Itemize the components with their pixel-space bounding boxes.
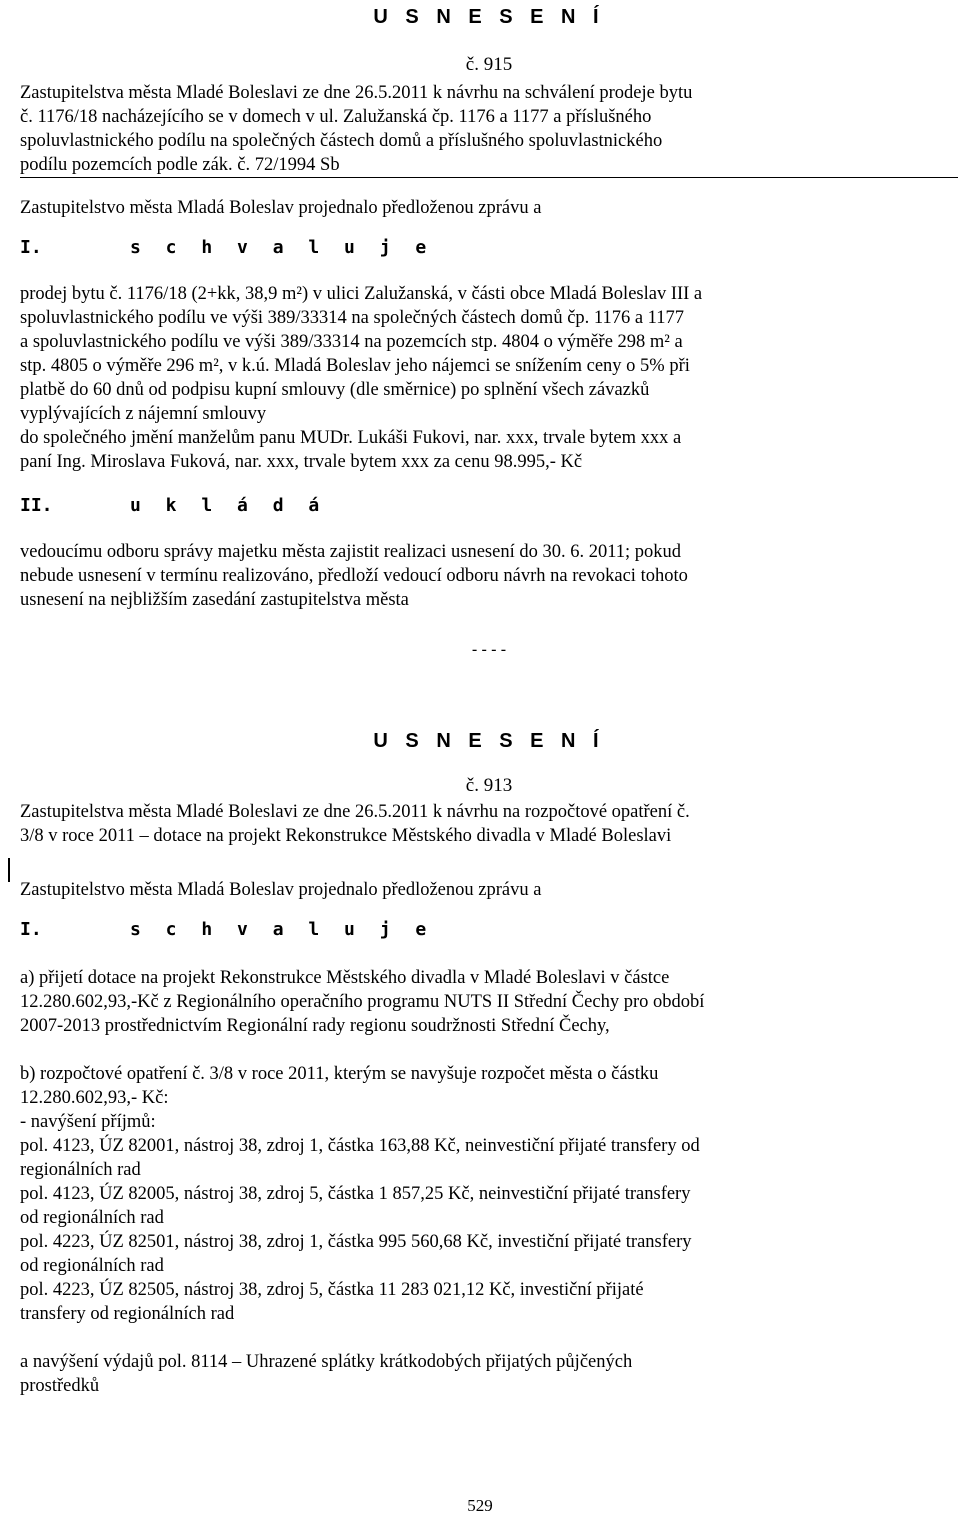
resolution-title: U S N E S E N Í <box>373 6 605 28</box>
resolution-title: U S N E S E N Í <box>373 730 605 752</box>
resolution-number: č. 913 <box>465 775 513 796</box>
body-line: vedoucímu odboru správy majetku města zajistit realizaci usnesení do 30. 6. 2011; pokud <box>20 542 682 562</box>
section-roman-numeral: I. <box>20 919 42 940</box>
header-line: Zastupitelstva města Mladé Boleslavi ze dne 26.5.2011 k návrhu na schválení prodeje bytu <box>20 83 693 103</box>
body-line: vyplývajících z nájemní smlouvy <box>20 404 267 424</box>
section-orders-body <box>20 540 958 612</box>
body-line: nebude usnesení v termínu realizováno, předloží vedoucí odboru návrh na revokaci tohoto <box>20 566 688 586</box>
body-line: spoluvlastnického podílu ve výši 389/33314 na společných částech domů čp. 1176 a 1177 <box>20 308 684 328</box>
body-line: pol. 4123, ÚZ 82001, nástroj 38, zdroj 1, částka 163,88 Kč, neinvestiční přijaté transfery od <box>20 1136 700 1156</box>
body-line: stp. 4805 o výměře 296 m², v k.ú. Mladá Boleslav jeho nájemci se snížením ceny o 5% při <box>20 356 690 376</box>
header-line: spoluvlastnického podílu na společných částech domů a příslušného spoluvlastnického <box>20 131 663 151</box>
body-line: 12.280.602,93,- Kč: <box>20 1088 169 1108</box>
body-line: pol. 4223, ÚZ 82505, nástroj 38, zdroj 5, částka 11 283 021,12 Kč, investiční přijaté <box>20 1280 644 1300</box>
section-orders <box>20 492 958 520</box>
item-a <box>20 966 958 1038</box>
page-number: 529 <box>467 1496 493 1515</box>
body-line: a) přijetí dotace na projekt Rekonstrukce Městského divadla v Mladé Boleslavi v částce <box>20 968 670 988</box>
section-approves <box>20 234 958 262</box>
intro-text: Zastupitelstvo města Mladá Boleslav projednalo předloženou zprávu a <box>20 198 542 218</box>
body-line: prodej bytu č. 1176/18 (2+kk, 38,9 m²) v ulici Zalužanská, v části obce Mladá Boleslav III a <box>20 284 703 304</box>
section-verb: s c h v a l u j e <box>130 919 434 940</box>
section-roman-numeral: I. <box>20 237 42 258</box>
body-line: 2007-2013 prostřednictvím Regionální rady regionu soudržnosti Střední Čechy, <box>20 1016 610 1036</box>
body-line: usnesení na nejbližším zasedání zastupitelstva města <box>20 590 409 610</box>
item-b <box>20 1062 958 1326</box>
section-approves-body <box>20 282 958 474</box>
body-line: b) rozpočtové opatření č. 3/8 v roce 2011, kterým se navyšuje rozpočet města o částku <box>20 1064 659 1084</box>
resolution-913 <box>20 726 958 1398</box>
body-line: - navýšení příjmů: <box>20 1112 156 1132</box>
body-line: paní Ing. Miroslava Fuková, nar. xxx, trvale bytem xxx za cenu 98.995,- Kč <box>20 452 583 472</box>
body-line: 12.280.602,93,-Kč z Regionálního operačního programu NUTS II Střední Čechy pro období <box>20 992 705 1012</box>
header-line: Zastupitelstva města Mladé Boleslavi ze dne 26.5.2011 k návrhu na rozpočtové opatření č. <box>20 802 690 822</box>
body-line: do společného jmění manželům panu MUDr. Lukáši Fukovi, nar. xxx, trvale bytem xxx a <box>20 428 682 448</box>
section-verb: s c h v a l u j e <box>130 237 434 258</box>
body-line: od regionálních rad <box>20 1256 164 1276</box>
intro-text: Zastupitelstvo města Mladá Boleslav projednalo předloženou zprávu a <box>20 880 542 900</box>
resolution-915 <box>20 2 958 662</box>
body-line: platbě do 60 dnů od podpisu kupní smlouvy (dle směrnice) po splnění všech závazků <box>20 380 650 400</box>
header-line: 3/8 v roce 2011 – dotace na projekt Rekonstrukce Městského divadla v Mladé Boleslavi <box>20 826 672 846</box>
body-line: pol. 4123, ÚZ 82005, nástroj 38, zdroj 5, částka 1 857,25 Kč, neinvestiční přijaté transfery <box>20 1184 691 1204</box>
header-line: podílu pozemcích podle zák. č. 72/1994 Sb <box>20 155 340 175</box>
document-page <box>20 0 958 1398</box>
body-line: regionálních rad <box>20 1160 141 1180</box>
change-bar <box>8 858 10 882</box>
resolution-number: č. 915 <box>465 54 513 75</box>
body-line: a spoluvlastnického podílu ve výši 389/33314 na pozemcích stp. 4804 o výměře 298 m² a <box>20 332 683 352</box>
body-line: transfery od regionálních rad <box>20 1304 235 1324</box>
section-roman-numeral: II. <box>20 495 53 516</box>
body-line: a navýšení výdajů pol. 8114 – Uhrazené splátky krátkodobých přijatých půjčených <box>20 1352 633 1372</box>
separator: ---- <box>469 640 509 659</box>
body-line: od regionálních rad <box>20 1208 164 1228</box>
item-c <box>20 1350 958 1398</box>
section-verb: u k l á d á <box>130 495 327 516</box>
resolution-header <box>20 800 958 848</box>
body-line: pol. 4223, ÚZ 82501, nástroj 38, zdroj 1, částka 995 560,68 Kč, investiční přijaté transfery <box>20 1232 692 1252</box>
body-line: prostředků <box>20 1376 100 1396</box>
header-line: č. 1176/18 nacházejícího se v domech v ul. Zalužanská čp. 1176 a 1177 a příslušného <box>20 107 652 127</box>
section-approves <box>20 916 958 944</box>
resolution-header <box>20 81 958 178</box>
